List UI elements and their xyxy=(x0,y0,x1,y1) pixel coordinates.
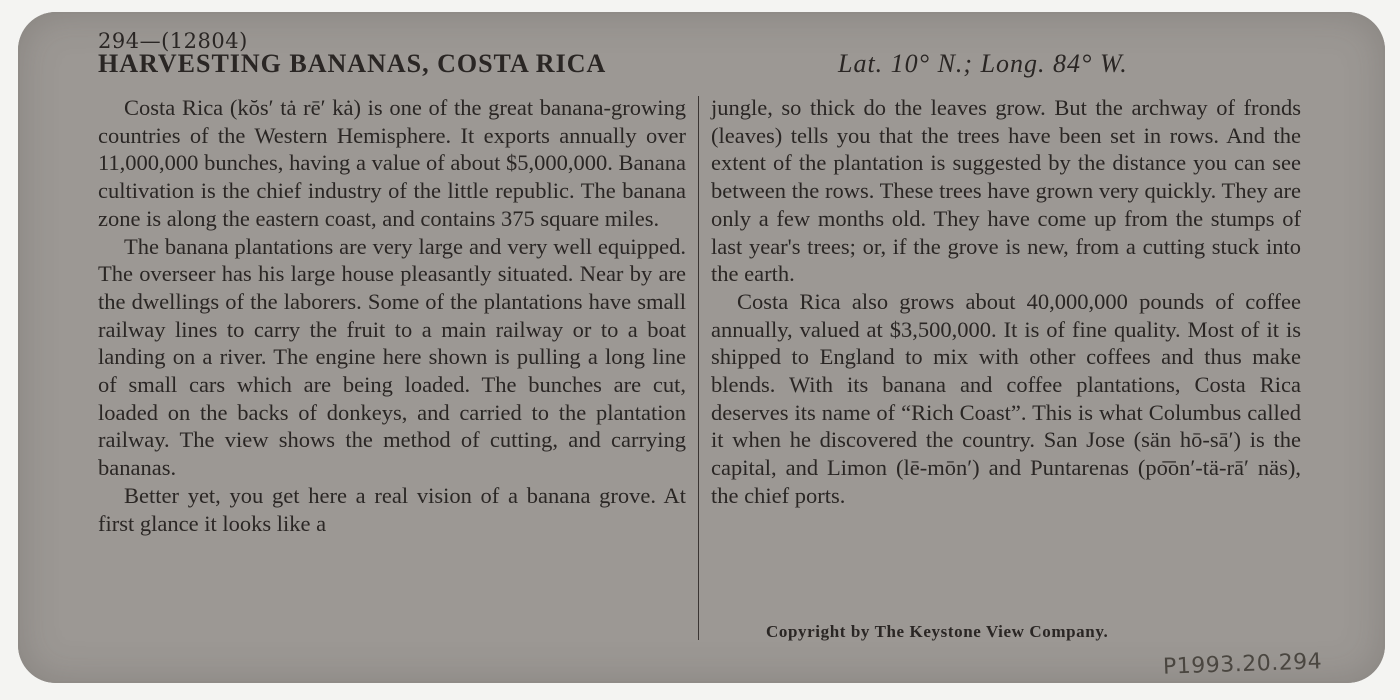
right-column xyxy=(711,94,1301,510)
card-title: HARVESTING BANANAS, COSTA RICA xyxy=(98,49,607,78)
column-divider xyxy=(698,96,699,640)
left-paragraph-1: Costa Rica (kŏs′ tȧ rē′ kȧ) is one of the great banana-growing countries of the Western Hemisphere. It exports annually over 11,000,000 bunches, having a value of about $5,000,000. Banana cultivation is the chief industry of the little republic. The banana zone is along the eastern coast, and contains 375 square miles. xyxy=(98,95,686,231)
left-column xyxy=(98,94,686,537)
coordinates: Lat. 10° N.; Long. 84° W. xyxy=(838,49,1128,78)
stereocard-back xyxy=(18,12,1385,683)
left-paragraph-3: Better yet, you get here a real vision of a banana grove. At first glance it looks like a xyxy=(98,482,686,536)
right-paragraph-2: Costa Rica also grows about 40,000,000 pounds of coffee annually, valued at $3,500,000. It is of fine quality. Most of it is shipped to England to mix with other coffees and thus make blends. With its banana and coffee plantations, Costa Rica deserves its name of “Rich Coast”. This is what Columbus called it when he discovered the country. San Jose (sän hō-sā′) is the capital, and Limon (lē-mōn′) and Puntarenas (po͞on′-tä-rā′ näs), the chief ports. xyxy=(711,288,1301,508)
accession-number: P1993.20.294 xyxy=(1162,649,1323,680)
catalog-number: 294—(12804) xyxy=(98,29,248,53)
right-paragraph-1: jungle, so thick do the leaves grow. But the archway of fronds (leaves) tells you that the trees have been set in rows. And the extent of the plantation is suggested by the distance you can see between the rows. These trees have grown very quickly. They are only a few months old. They have come up from the stumps of last year's trees; or, if the grove is new, from a cutting stuck into the earth. xyxy=(711,95,1301,287)
copyright-line: Copyright by The Keystone View Company. xyxy=(766,622,1109,641)
left-paragraph-2: The banana plantations are very large and very well equipped. The overseer has his large house pleasantly situated. Near by are the dwellings of the laborers. Some of the plantations have small railway lines to carry the fruit to a main railway or to a boat landing on a river. The engine here shown is pulling a long line of small cars which are being loaded. The bunches are cut, loaded on the backs of donkeys, and carried to the plantation railway. The view shows the method of cutting, and carrying bananas. xyxy=(98,233,686,481)
